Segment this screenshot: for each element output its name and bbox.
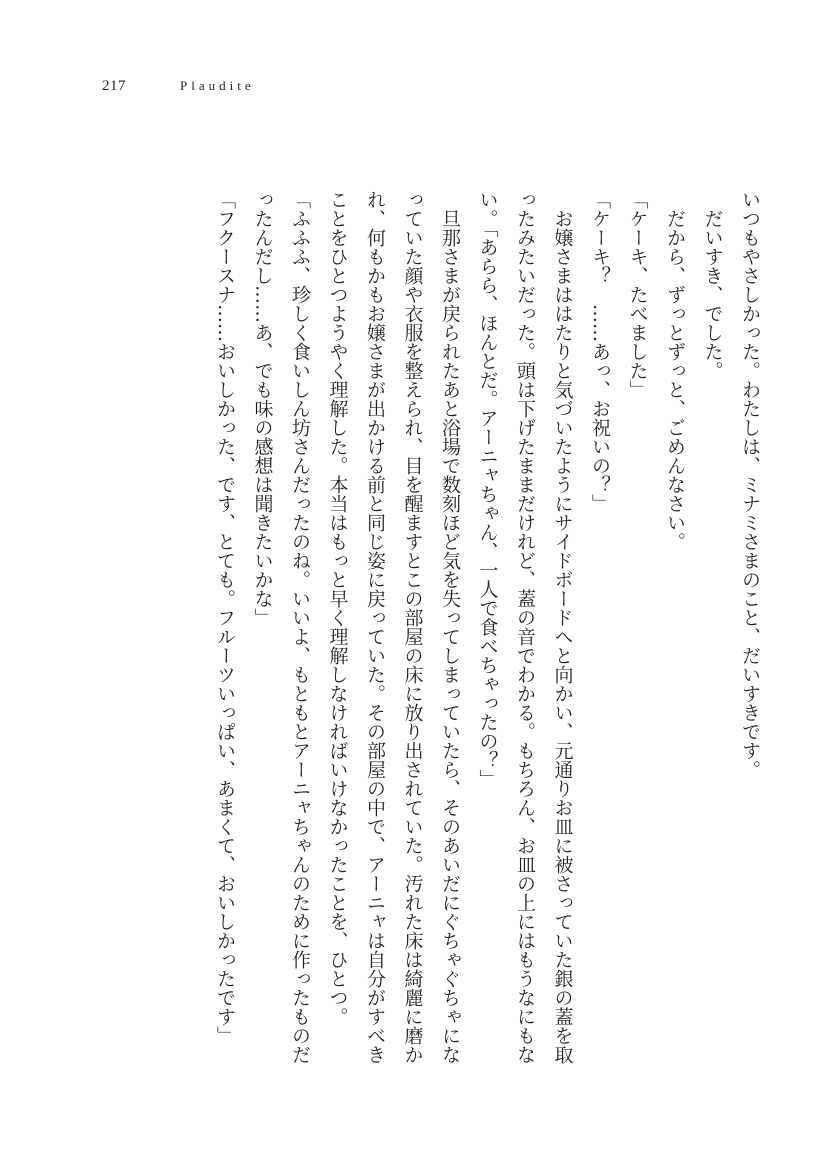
- paragraph: お嬢さまははたりと気づいたようにサイドボードへと向かい、元通りお皿に被さっていた銀の蓋を取ったみたいだった。頭は下げたままだけれど、蓋の音でわかる。もちろん、お皿の上にはもうなにもない。「あらら、ほんとだ。アーニャちゃん、一人で食べちゃったの？」: [476, 190, 574, 1064]
- page-number: 217: [102, 78, 126, 94]
- dialogue-line: 「ふふふ、珍しく食いしん坊さんだったのね。いいよ、もともとアーニャちゃんのために作ったものだったんだし……あ、でも味の感想は聞きたいかな」: [251, 190, 311, 1064]
- paragraph: 旦那さまが戻られたあと浴場で数刻ほど気を失ってしまっていたら、そのあいだにぐちゃぐちゃになっていた顔や衣服を整えられ、目を醒ますとこの部屋の床に放り出されていた。汚れた床は綺麗に磨かれ、何もかもお嬢さまが出かける前と同じ姿に戻っていた。その部屋の中で、アーニャは自分がすべきことをひとつようやく理解した。本当はもっと早く理解しなければいけなかったことを、ひとつ。: [326, 190, 461, 1064]
- dialogue-line: 「フクースナ……おいしかった、です、とても。フルーツいっぱい、あまくて、おいしかったです」: [214, 190, 236, 1045]
- dialogue-line: 「ケーキ？ ……あっ、お祝いの？」: [589, 190, 611, 513]
- running-title: Plaudite: [180, 78, 255, 93]
- dialogue-line: 「ケーキ、たべました」: [626, 190, 649, 399]
- paragraph: いつもやさしかった。わたしは、ミナミさまのこと、だいすきです。: [739, 190, 761, 779]
- paragraph: だから、ずっとずっと、ごめんなさい。: [664, 209, 686, 551]
- body-text: [98, 190, 768, 1080]
- paragraph: だいすき、でした。: [701, 209, 724, 380]
